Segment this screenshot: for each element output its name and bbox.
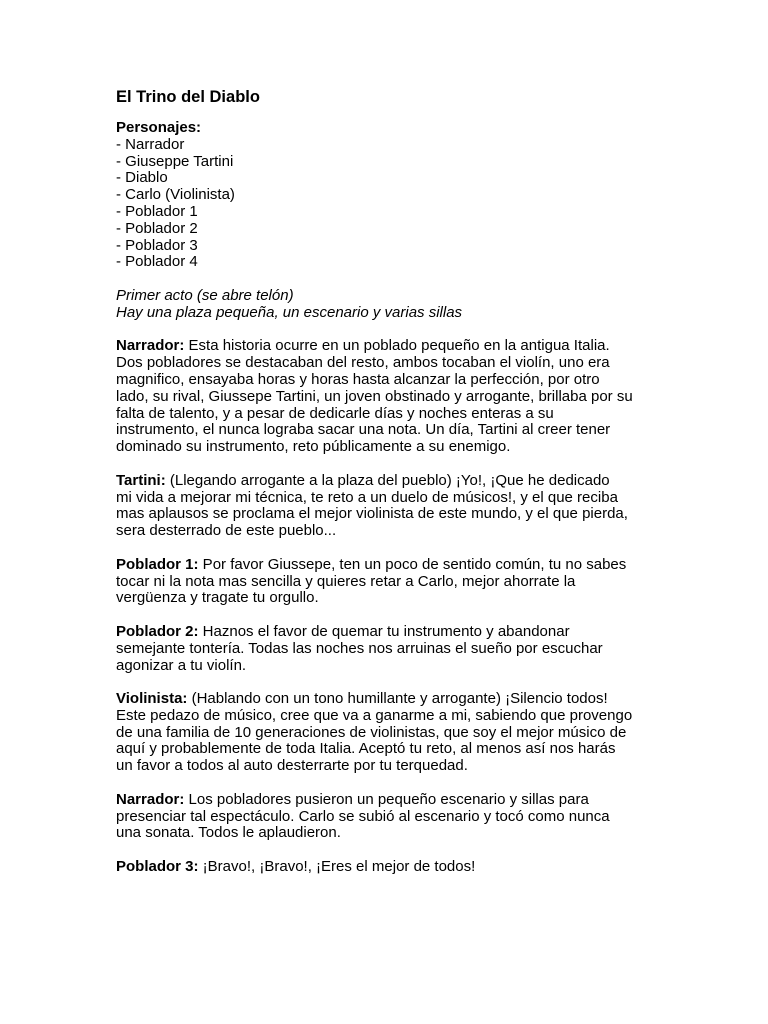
dialogue-text: Por favor Giussepe, ten un poco de sentido común, tu no sabes bbox=[198, 555, 627, 573]
dialogue-text: (Hablando con un tono humillante y arrogante) ¡Silencio todos! bbox=[187, 690, 608, 708]
dialogue-text: mas aplausos se proclama el mejor violinista de este mundo, y el que pierda, bbox=[116, 505, 628, 523]
stage-direction bbox=[116, 288, 656, 322]
character-item: - Diablo bbox=[116, 169, 168, 187]
dialogue-text: mi vida a mejorar mi técnica, te reto a un duelo de músicos!, y el que reciba bbox=[116, 488, 618, 506]
dialogue-text: Haznos el favor de quemar tu instrumento y abandonar bbox=[198, 622, 570, 640]
dialogue-text: Los pobladores pusieron un pequeño escenario y sillas para bbox=[184, 790, 589, 808]
dialogue-text: Este pedazo de músico, cree que va a ganarme a mi, sabiendo que provengo bbox=[116, 706, 633, 724]
character-item: - Poblador 3 bbox=[116, 236, 198, 254]
characters-heading: Personajes: bbox=[116, 119, 202, 136]
dialogue-text: instrumento, el nunca lograba sacar una nota. Un día, Tartini al creer tener bbox=[116, 421, 611, 439]
character-item: - Carlo (Violinista) bbox=[116, 186, 235, 204]
dialogue-text: Esta historia ocurre en un poblado pequeño en la antigua Italia. bbox=[184, 337, 610, 355]
dialogue-block bbox=[116, 338, 656, 456]
character-item: - Poblador 2 bbox=[116, 219, 198, 237]
dialogue-text: tocar ni la nota mas sencilla y quieres retar a Carlo, mejor ahorrate la bbox=[116, 572, 576, 590]
speaker-name: Narrador: bbox=[116, 337, 185, 355]
dialogue-block bbox=[116, 624, 656, 674]
speaker-name: Narrador: bbox=[116, 790, 185, 808]
character-item: - Poblador 1 bbox=[116, 202, 198, 220]
dialogue-text: magnifico, ensayaba horas y horas hasta alcanzar la perfección, por otro bbox=[116, 370, 600, 388]
stage-direction-line: Primer acto (se abre telón) bbox=[116, 286, 294, 304]
character-item: - Narrador bbox=[116, 135, 185, 153]
dialogue-text: presenciar tal espectáculo. Carlo se subió al escenario y tocó como nunca bbox=[116, 807, 610, 825]
dialogue-text: dominado su instrumento, reto públicamente a su enemigo. bbox=[116, 438, 511, 456]
document-page bbox=[116, 87, 656, 893]
document-title: El Trino del Diablo bbox=[116, 88, 260, 106]
dialogue-text: ¡Bravo!, ¡Bravo!, ¡Eres el mejor de todos! bbox=[198, 858, 476, 876]
dialogue-text: lado, su rival, Giussepe Tartini, un joven obstinado y arrogante, brillaba por su bbox=[116, 387, 633, 405]
dialogue-text: una sonata. Todos le aplaudieron. bbox=[116, 824, 341, 842]
characters-section bbox=[116, 120, 656, 271]
dialogue-text: aquí y probablemente de toda Italia. Aceptó tu reto, al menos así nos harás bbox=[116, 740, 616, 758]
dialogue-text: agonizar a tu violín. bbox=[116, 656, 247, 674]
character-item: - Giuseppe Tartini bbox=[116, 152, 234, 170]
dialogue-block bbox=[116, 859, 656, 876]
speaker-name: Violinista: bbox=[116, 690, 188, 708]
speaker-name: Poblador 1: bbox=[116, 555, 199, 573]
dialogue-text: Dos pobladores se destacaban del resto, ambos tocaban el violín, uno era bbox=[116, 354, 610, 372]
dialogue-text: sera desterrado de este pueblo... bbox=[116, 522, 337, 540]
dialogue-text: (Llegando arrogante a la plaza del pueblo) ¡Yo!, ¡Que he dedicado bbox=[165, 471, 610, 489]
stage-direction-line: Hay una plaza pequeña, un escenario y varias sillas bbox=[116, 303, 463, 321]
speaker-name: Poblador 2: bbox=[116, 622, 199, 640]
speaker-name: Poblador 3: bbox=[116, 858, 199, 876]
dialogue-block bbox=[116, 691, 656, 775]
dialogue-block bbox=[116, 557, 656, 607]
dialogue-text: de una familia de 10 generaciones de violinistas, que soy el mejor músico de bbox=[116, 723, 627, 741]
dialogue-text: vergüenza y tragate tu orgullo. bbox=[116, 589, 319, 607]
character-item: - Poblador 4 bbox=[116, 253, 198, 271]
dialogue-block bbox=[116, 792, 656, 842]
dialogue-text: falta de talento, y a pesar de dedicarle días y noches enteras a su bbox=[116, 404, 554, 422]
dialogue-text: un favor a todos al auto desterrarte por tu terquedad. bbox=[116, 757, 468, 775]
dialogue-block bbox=[116, 473, 656, 540]
dialogue-text: semejante tontería. Todas las noches nos arruinas el sueño por escuchar bbox=[116, 639, 603, 657]
speaker-name: Tartini: bbox=[116, 471, 166, 489]
